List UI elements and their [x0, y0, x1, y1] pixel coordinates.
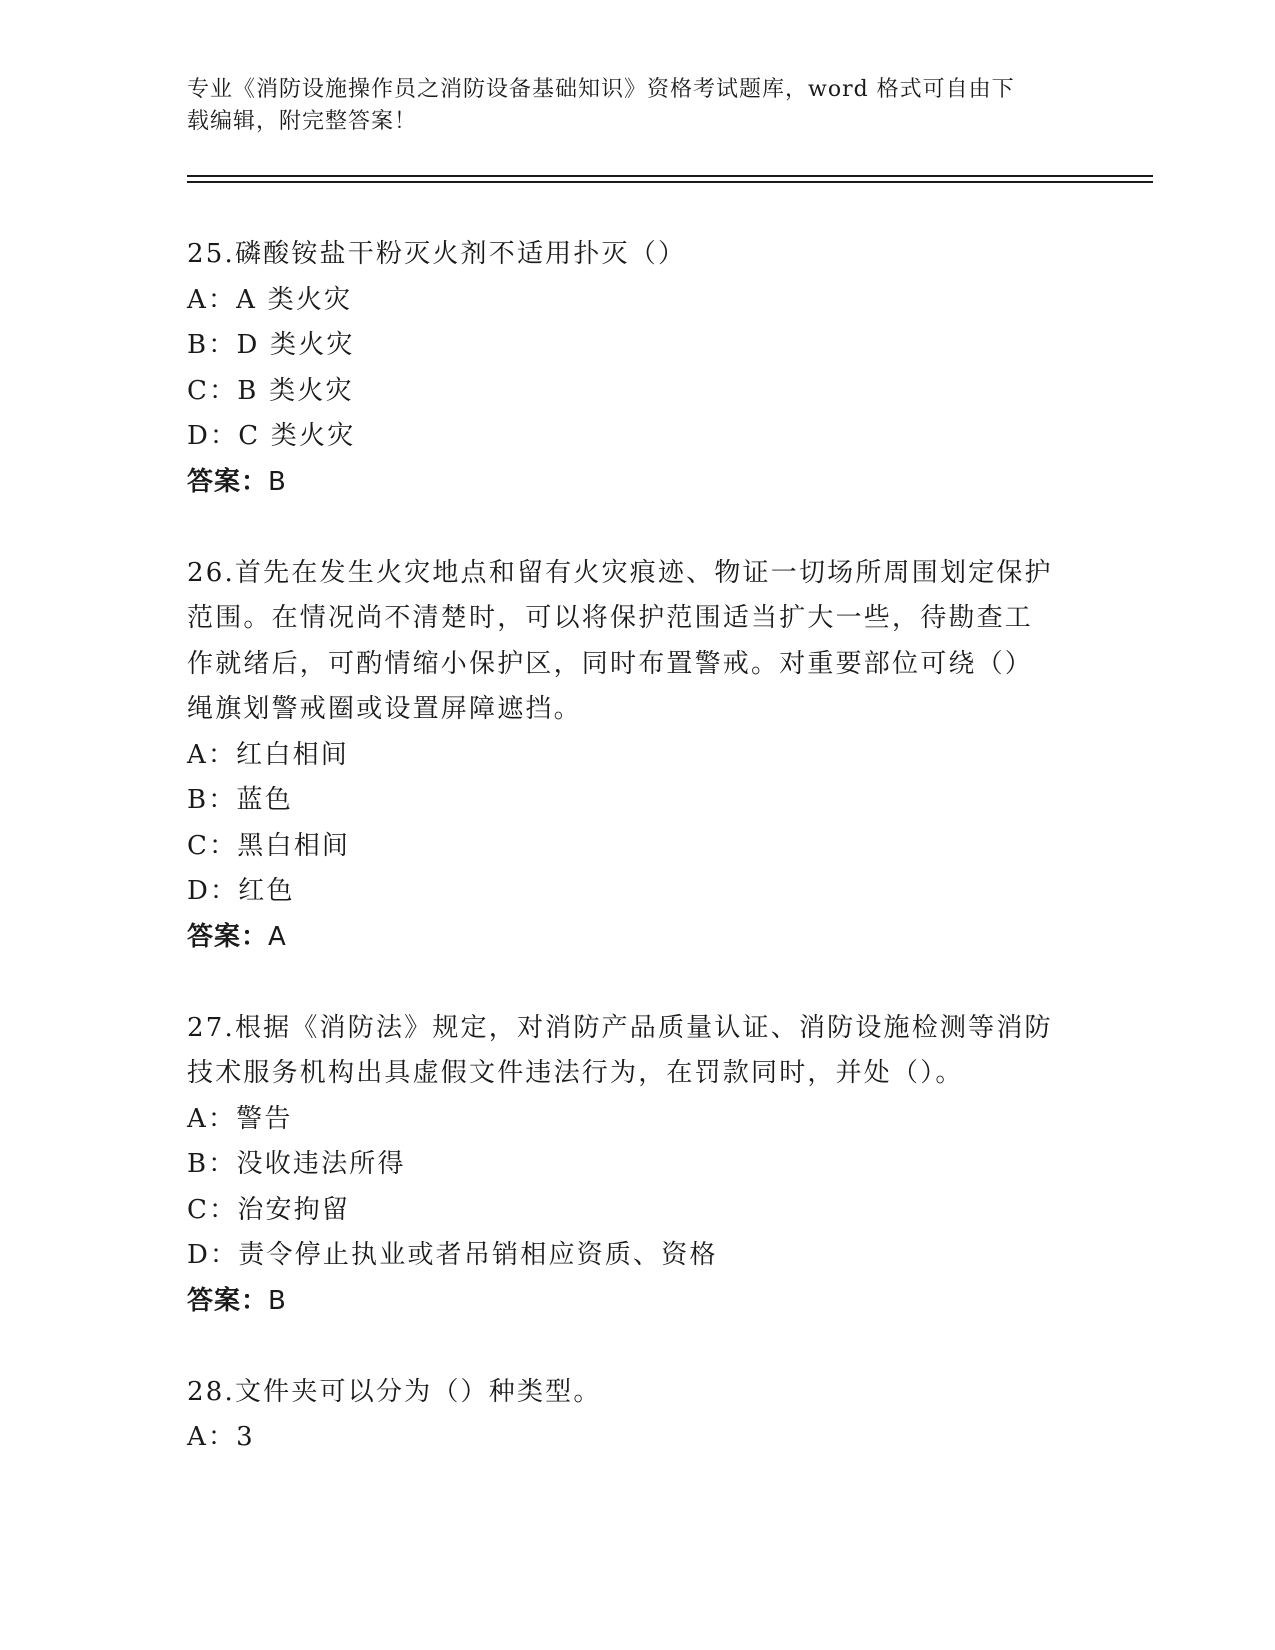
question-27	[187, 1006, 1077, 1325]
option-a: A：A 类火灾	[187, 284, 353, 315]
document-header	[187, 74, 1067, 138]
option-b: B：蓝色	[187, 785, 293, 815]
header-divider-bottom	[187, 181, 1153, 183]
answer-value: B	[268, 466, 287, 497]
question-text-line-2: 技术服务机构出具虚假文件违法行为，在罚款同时，并处（）。	[187, 1058, 964, 1088]
header-line-2: 载编辑，附完整答案！	[187, 109, 418, 134]
question-text-line-1: 27.根据《消防法》规定，对消防产品质量认证、消防设施检测等消防	[187, 1012, 1053, 1043]
option-b: B：D 类火灾	[187, 330, 355, 360]
option-c: C：黑白相间	[187, 830, 351, 861]
answer-value: A	[268, 921, 287, 952]
question-text-line-3: 作就绪后，可酌情缩小保护区，同时布置警戒。对重要部位可绕（）	[187, 648, 1034, 679]
option-d: D：责令停止执业或者吊销相应资质、资格	[187, 1240, 718, 1270]
question-26	[187, 551, 1077, 961]
answer-label: 答案：	[187, 466, 269, 497]
option-d: D：红色	[187, 876, 295, 906]
question-text: 25.磷酸铵盐干粉灭火剂不适用扑灭（）	[187, 239, 687, 269]
question-list	[187, 232, 1077, 1461]
question-text-line-2: 范围。在情况尚不清楚时，可以将保护范围适当扩大一些，待勘查工	[187, 603, 1034, 633]
question-text-line-1: 26.首先在发生火灾地点和留有火灾痕迹、物证一切场所周围划定保护	[187, 557, 1053, 588]
spacer	[187, 1324, 1077, 1370]
option-a: A：3	[187, 1422, 255, 1452]
header-line-1: 专业《消防设施操作员之消防设备基础知识》资格考试题库，word 格式可自由下	[187, 77, 1015, 102]
question-28	[187, 1370, 1077, 1461]
option-c: C：治安拘留	[187, 1194, 351, 1225]
answer	[187, 460, 1077, 506]
option-a: A：红白相间	[187, 739, 349, 770]
option-b: B：没收违法所得	[187, 1149, 406, 1179]
spacer	[187, 505, 1077, 551]
question-text: 28.文件夹可以分为（）种类型。	[187, 1376, 602, 1407]
answer-label: 答案：	[187, 921, 269, 952]
option-c: C：B 类火灾	[187, 375, 354, 406]
question-text-line-4: 绳旗划警戒圈或设置屏障遮挡。	[187, 694, 582, 724]
answer	[187, 1279, 1077, 1325]
answer-value: B	[268, 1285, 287, 1316]
spacer	[187, 960, 1077, 1006]
question-25	[187, 232, 1077, 505]
option-d: D：C 类火灾	[187, 421, 356, 451]
answer-label: 答案：	[187, 1285, 269, 1316]
option-a: A：警告	[187, 1103, 293, 1134]
header-divider-top	[187, 175, 1153, 177]
answer	[187, 915, 1077, 961]
